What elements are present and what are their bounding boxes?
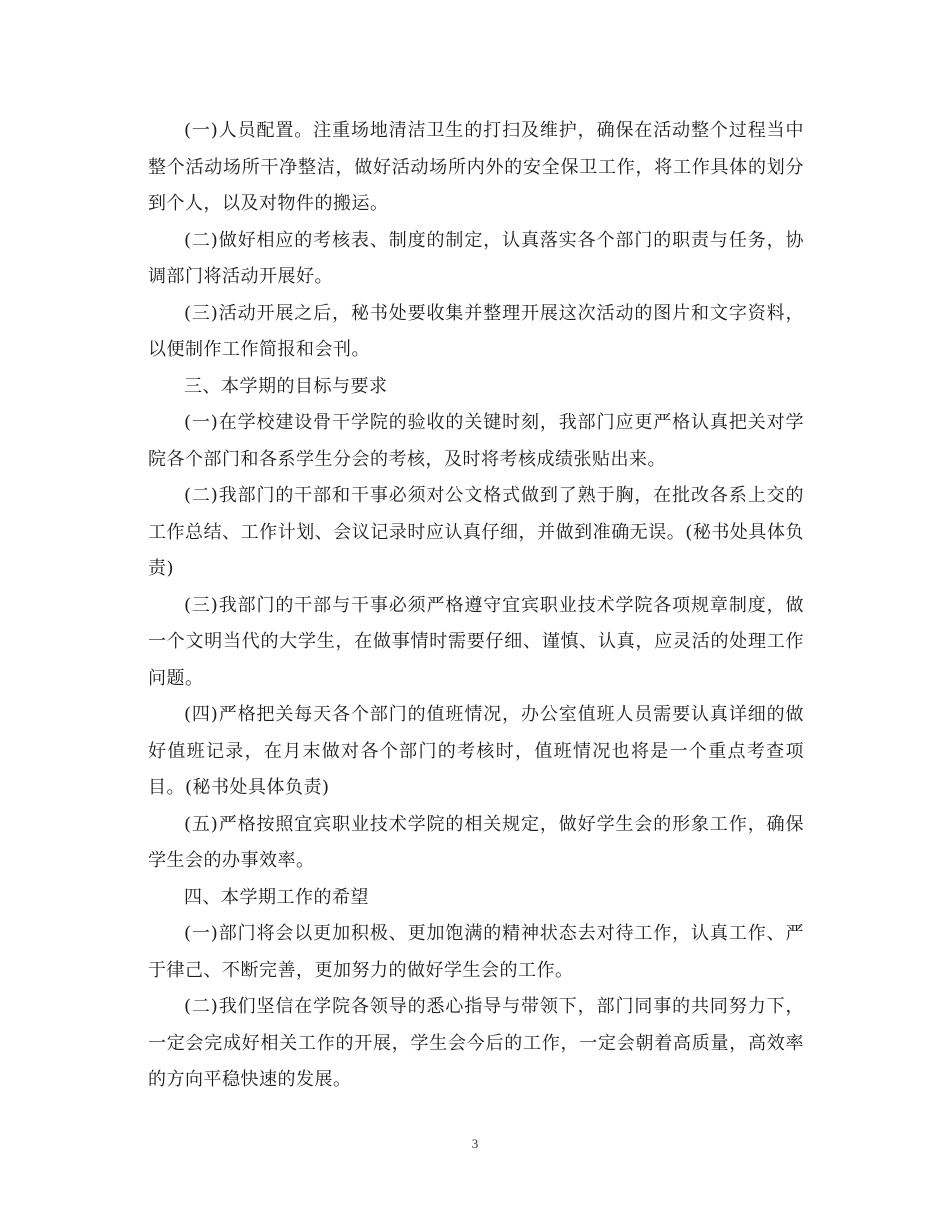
paragraph-activity-materials: (三)活动开展之后，秘书处要收集并整理开展这次活动的图片和文字资料，以便制作工作简报和会刊。 (148, 302, 804, 360)
page-number: 3 (471, 1136, 479, 1151)
paragraph-hope-2: (二)我们坚信在学院各领导的悉心指导与带领下，部门同事的共同努力下，一定会完成好相关工作的开展，学生会今后的工作，一定会朝着高质量，高效率的方向平稳快速的发展。 (148, 996, 804, 1090)
paragraph-goal-4: (四)严格把关每天各个部门的值班情况，办公室值班人员需要认真详细的做好值班记录，在月末做对各个部门的考核时，值班情况也将是一个重点考查项目。(秘书处具体负责) (148, 704, 804, 798)
paragraph-goal-5: (五)严格按照宜宾职业技术学院的相关规定，做好学生会的形象工作，确保学生会的办事效率。 (148, 813, 804, 871)
paragraph-goal-3: (三)我部门的干部与干事必须严格遵守宜宾职业技术学院各项规章制度，做一个文明当代的大学生，在做事情时需要仔细、谨慎、认真，应灵活的处理工作问题。 (148, 594, 804, 689)
paragraph-goal-2: (二)我部门的干部和干事必须对公文格式做到了熟于胸，在批改各系上交的工作总结、工作计划、会议记录时应认真仔细，并做到准确无误。(秘书处具体负责) (148, 485, 804, 579)
paragraph-staffing: (一)人员配置。注重场地清洁卫生的打扫及维护，确保在活动整个过程当中整个活动场所干净整洁，做好活动场所内外的安全保卫工作，将工作具体的划分到个人，以及对物件的搬运。 (148, 120, 804, 214)
paragraph-goal-1: (一)在学校建设骨干学院的验收的关键时刻，我部门应更严格认真把关对学院各个部门和各系学生分会的考核，及时将考核成绩张贴出来。 (148, 412, 804, 470)
paragraph-hope-1: (一)部门将会以更加积极、更加饱满的精神状态去对待工作，认真工作、严于律己、不断完善，更加努力的做好学生会的工作。 (148, 923, 804, 981)
document-body (148, 113, 804, 1099)
section-heading-hopes: 四、本学期工作的希望 (184, 886, 369, 908)
paragraph-assessment-forms: (二)做好相应的考核表、制度的制定，认真落实各个部门的职责与任务，协调部门将活动开展好。 (148, 229, 804, 287)
section-heading-goals: 三、本学期的目标与要求 (184, 375, 388, 397)
